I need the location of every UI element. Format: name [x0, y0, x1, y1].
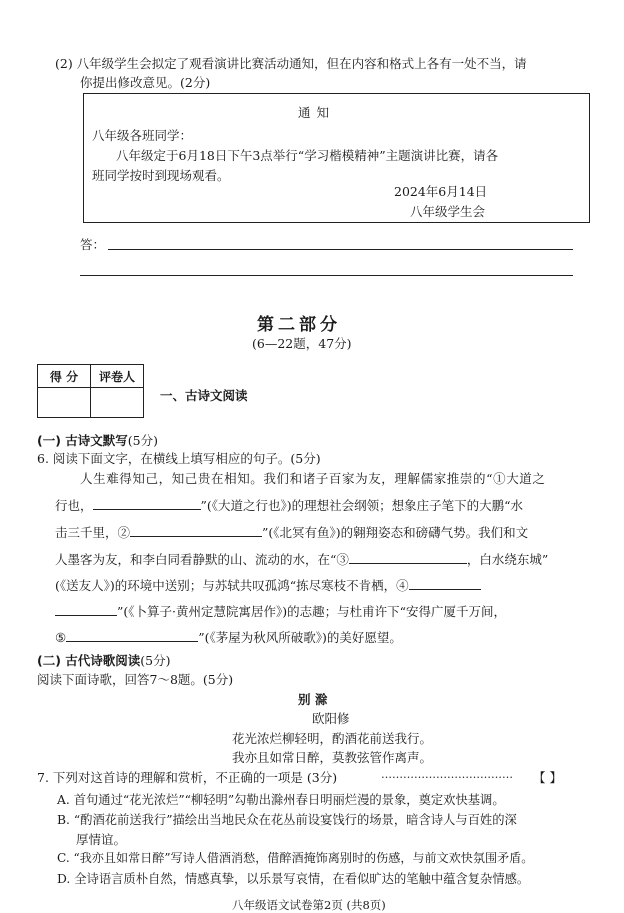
q6-line4-start: 人墨客为友，和李白同看静默的山、流动的水，在“③	[55, 552, 349, 567]
q6-line3	[55, 523, 528, 541]
notice-date: 2024年6月14日	[394, 184, 488, 199]
q2-line2: 你提出修改意见。(2分)	[80, 75, 211, 90]
section1-title: 一、古诗文阅读	[160, 388, 248, 403]
poem-line2: 我亦且如常日醉，莫教弦管作离声。	[232, 750, 433, 765]
q7-option-c: C. “我亦且如常日醉”写诗人借酒消愁，借醉酒掩饰离别时的伤感，与前文欢快氛围矛盾。	[57, 851, 534, 865]
score-cell[interactable]	[38, 388, 91, 418]
q6-line2	[55, 496, 523, 514]
q7-option-b-line2: 厚情谊。	[76, 832, 127, 847]
sub1-points: (5分)	[127, 433, 158, 448]
notice-title: 通 知	[298, 105, 330, 120]
q7-option-a: A. 首句通过“花光浓烂”“柳轻明”勾勒出滁州春日明丽烂漫的景象，奠定欢快基调。	[57, 793, 505, 807]
answer-label: 答：	[80, 237, 106, 252]
q6-line5-start: (《送友人》)的环境中送别；与苏轼共叹孤鸿“拣尽寒枝不肯栖，④	[55, 578, 409, 593]
grader-cell[interactable]	[91, 388, 144, 418]
q6-line4	[55, 550, 548, 568]
answer-line-1[interactable]	[108, 249, 573, 250]
blank-1[interactable]	[93, 497, 201, 510]
q7-option-d: D. 全诗语言质朴自然，情感真挚，以乐景写哀情，在看似旷达的笔触中蕴含复杂情感。	[57, 872, 530, 886]
poem-title: 别 滁	[298, 692, 328, 707]
q6-line4-end: ，白水绕东城”	[466, 552, 549, 567]
poem-author: 欧阳修	[312, 711, 350, 726]
page-footer: 八年级语文试卷第2页 (共8页)	[232, 898, 386, 912]
q6-line1: 人生难得知己，知己贵在相知。我们和诸子百家为友，理解儒家推崇的“①大道之	[80, 471, 546, 486]
q7-dots: ………………………………	[381, 768, 513, 781]
notice-body-line2: 班同学按时到现场观看。	[92, 168, 230, 183]
q6-line7	[55, 628, 402, 646]
q6-line6	[55, 602, 506, 620]
sub2-heading	[37, 651, 171, 669]
q6-stem: 6. 阅读下面文字，在横线上填写相应的句子。(5分)	[37, 451, 321, 466]
sub1-title: (一) 古诗文默写	[37, 433, 128, 448]
q7-stem: 7. 下列对这首诗的理解和赏析，不正确的一项是 (3分)	[37, 770, 338, 785]
q7-answer-bracket[interactable]: 【 】	[533, 770, 562, 785]
q6-line3-start: 击三千里，②	[55, 525, 131, 540]
q6-line5	[55, 576, 481, 594]
score-header: 得 分	[38, 365, 91, 388]
q6-line3-end: ”(《北冥有鱼》)的翱翔姿态和磅礴气势。我们和文	[262, 525, 529, 540]
blank-5[interactable]	[66, 629, 198, 642]
sub2-instruction: 阅读下面诗歌，回答7～8题。(5分)	[37, 672, 234, 687]
q6-line2-start: 行也，	[55, 498, 93, 513]
part2-subtitle: (6—22题，47分)	[252, 336, 352, 351]
sub2-title: (二) 古代诗歌阅读	[37, 653, 141, 668]
q2-line1: (2) 八年级学生会拟定了观看演讲比赛活动通知，但在内容和格式上各有一处不当，请	[55, 56, 527, 71]
q6-line6-text: ”(《卜算子·黄州定慧院寓居作》)的志趣；与杜甫许下“安得广厦千万间，	[117, 604, 507, 619]
q7-option-b-line1: B. “酌酒花前送我行”描绘出当地民众在花丛前设宴饯行的场景，暗含诗人与百姓的深	[57, 813, 517, 827]
notice-signer: 八年级学生会	[410, 204, 486, 219]
answer-line-2[interactable]	[80, 275, 573, 276]
blank-2[interactable]	[130, 524, 262, 537]
part2-title: 第二部分	[257, 315, 341, 335]
notice-body-line1: 八年级定于6月18日下午3点举行“学习楷模精神”主题演讲比赛，请各	[116, 148, 499, 163]
sub2-points: (5分)	[140, 653, 171, 668]
grader-header: 评卷人	[91, 365, 144, 388]
sub1-heading	[37, 431, 158, 449]
notice-salutation: 八年级各班同学：	[92, 128, 193, 143]
q6-line2-end: ”(《大道之行也》)的理想社会纲领；想象庄子笔下的大鹏“水	[200, 498, 524, 513]
blank-4b[interactable]	[55, 603, 117, 616]
blank-4a[interactable]	[409, 577, 481, 590]
q6-line7-end: ”(《茅屋为秋风所破歌》)的美好愿望。	[198, 630, 402, 645]
blank-3[interactable]	[349, 551, 467, 564]
poem-line1: 花光浓烂柳轻明，酌酒花前送我行。	[232, 731, 433, 746]
q6-line7-start: ⑤	[55, 630, 67, 645]
score-table	[37, 364, 144, 418]
